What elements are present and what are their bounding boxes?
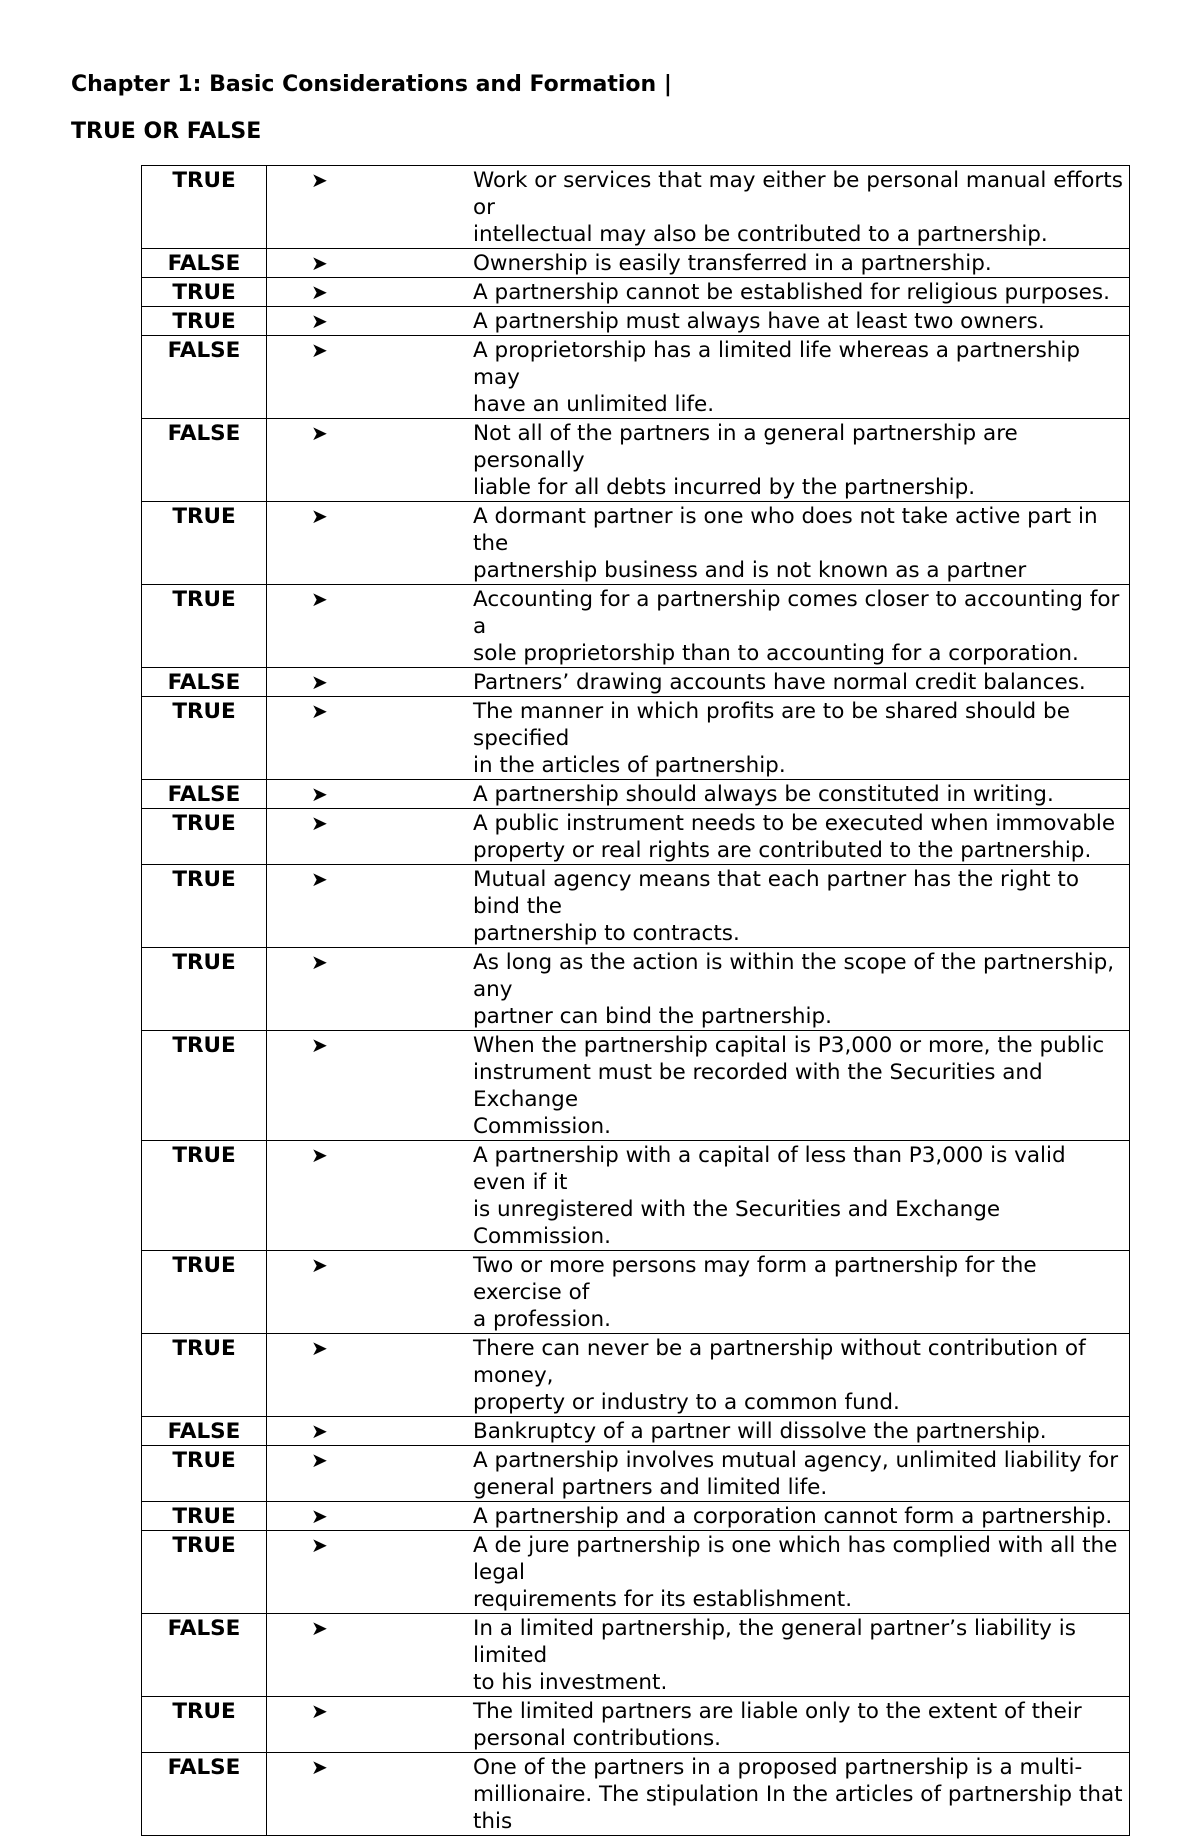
statement-cell [267, 307, 1130, 336]
arrowhead-bullet-icon: ➤ [311, 950, 328, 974]
statement-cell [267, 1502, 1130, 1531]
statement-cell [267, 1141, 1130, 1251]
arrowhead-bullet-icon: ➤ [311, 1448, 328, 1472]
arrowhead-bullet-icon: ➤ [311, 168, 328, 192]
chapter-title: Chapter 1: Basic Considerations and Formation | [71, 72, 672, 97]
answer-cell: TRUE [142, 948, 267, 1031]
statement-cell [267, 278, 1130, 307]
answer-cell: TRUE [142, 502, 267, 585]
arrowhead-bullet-icon: ➤ [311, 251, 328, 275]
arrowhead-bullet-icon: ➤ [311, 504, 328, 528]
answer-cell: FALSE [142, 1614, 267, 1697]
statement-text: In a limited partnership, the general partner’s liability is limited to his investment. [473, 1616, 1076, 1695]
answer-cell: FALSE [142, 668, 267, 697]
table-row [142, 865, 1130, 948]
statement-cell [267, 1531, 1130, 1614]
statement-cell [267, 780, 1130, 809]
answer-cell: TRUE [142, 166, 267, 249]
answer-cell: FALSE [142, 780, 267, 809]
statement-text: There can never be a partnership without contribution of money, property or industry to a common fund. [473, 1336, 1086, 1415]
answer-cell: FALSE [142, 419, 267, 502]
arrowhead-bullet-icon: ➤ [311, 699, 328, 723]
true-false-table-body [142, 166, 1130, 1836]
statement-text: A partnership and a corporation cannot form a partnership. [473, 1504, 1113, 1529]
table-row [142, 1251, 1130, 1334]
table-row [142, 780, 1130, 809]
arrowhead-bullet-icon: ➤ [311, 1699, 328, 1723]
answer-cell: TRUE [142, 809, 267, 865]
statement-text: A partnership cannot be established for religious purposes. [473, 280, 1110, 305]
statement-cell [267, 1417, 1130, 1446]
table-row [142, 166, 1130, 249]
arrowhead-bullet-icon: ➤ [311, 811, 328, 835]
statement-cell [267, 502, 1130, 585]
statement-text: A proprietorship has a limited life whereas a partnership may have an unlimited life. [473, 338, 1081, 417]
statement-text: Two or more persons may form a partnership for the exercise of a profession. [473, 1253, 1037, 1332]
table-row [142, 249, 1130, 278]
arrowhead-bullet-icon: ➤ [311, 1033, 328, 1057]
statement-text: A public instrument needs to be executed when immovable property or real rights are contributed to the partnership. [473, 811, 1116, 863]
section-title: TRUE OR FALSE [71, 119, 262, 144]
table-row [142, 1531, 1130, 1614]
table-row [142, 1417, 1130, 1446]
answer-cell: TRUE [142, 865, 267, 948]
statement-text: The manner in which profits are to be shared should be specified in the articles of partnership. [473, 699, 1070, 778]
answer-cell: TRUE [142, 1031, 267, 1141]
arrowhead-bullet-icon: ➤ [311, 1419, 328, 1443]
statement-text: A de jure partnership is one which has complied with all the legal requirements for its establishment. [473, 1533, 1118, 1612]
arrowhead-bullet-icon: ➤ [311, 1336, 328, 1360]
arrowhead-bullet-icon: ➤ [311, 1755, 328, 1779]
arrowhead-bullet-icon: ➤ [311, 421, 328, 445]
statement-cell [267, 1446, 1130, 1502]
statement-cell [267, 1753, 1130, 1836]
table-row [142, 336, 1130, 419]
statement-cell [267, 1251, 1130, 1334]
answer-cell: TRUE [142, 1531, 267, 1614]
statement-cell [267, 336, 1130, 419]
answer-cell: TRUE [142, 697, 267, 780]
answer-cell: TRUE [142, 1334, 267, 1417]
arrowhead-bullet-icon: ➤ [311, 1253, 328, 1277]
statement-text: A partnership must always have at least two owners. [473, 309, 1045, 334]
statement-cell [267, 249, 1130, 278]
arrowhead-bullet-icon: ➤ [311, 587, 328, 611]
statement-cell [267, 668, 1130, 697]
arrowhead-bullet-icon: ➤ [311, 1504, 328, 1528]
arrowhead-bullet-icon: ➤ [311, 670, 328, 694]
answer-cell: TRUE [142, 1446, 267, 1502]
statement-cell [267, 1697, 1130, 1753]
table-row [142, 1334, 1130, 1417]
table-row [142, 948, 1130, 1031]
statement-text: Mutual agency means that each partner has the right to bind the partnership to contracts. [473, 867, 1079, 946]
arrowhead-bullet-icon: ➤ [311, 867, 328, 891]
statement-cell [267, 1031, 1130, 1141]
statement-text: Not all of the partners in a general partnership are personally liable for all debts incurred by the partnership. [473, 421, 1018, 500]
table-row [142, 1753, 1130, 1836]
table-row [142, 1614, 1130, 1697]
arrowhead-bullet-icon: ➤ [311, 1533, 328, 1557]
table-row [142, 307, 1130, 336]
answer-cell: TRUE [142, 307, 267, 336]
statement-cell [267, 1614, 1130, 1697]
statement-text: A partnership involves mutual agency, unlimited liability for general partners and limited life. [473, 1448, 1119, 1500]
answer-cell: FALSE [142, 1417, 267, 1446]
answer-cell: TRUE [142, 1251, 267, 1334]
table-row [142, 278, 1130, 307]
table-row [142, 1446, 1130, 1502]
answer-cell: TRUE [142, 585, 267, 668]
arrowhead-bullet-icon: ➤ [311, 1616, 328, 1640]
statement-cell [267, 1334, 1130, 1417]
arrowhead-bullet-icon: ➤ [311, 309, 328, 333]
arrowhead-bullet-icon: ➤ [311, 782, 328, 806]
statement-text: A partnership with a capital of less than P3,000 is valid even if it is unregistered with the Securities and Exchange Commission. [473, 1143, 1066, 1249]
arrowhead-bullet-icon: ➤ [311, 280, 328, 304]
table-row [142, 1697, 1130, 1753]
statement-cell [267, 585, 1130, 668]
answer-cell: FALSE [142, 249, 267, 278]
table-row [142, 809, 1130, 865]
table-row [142, 668, 1130, 697]
table-row [142, 1141, 1130, 1251]
statement-cell [267, 697, 1130, 780]
statement-cell [267, 948, 1130, 1031]
statement-text: When the partnership capital is P3,000 or more, the public instrument must be recorded with the Securities and Exchange Commission. [473, 1033, 1105, 1139]
table-row [142, 585, 1130, 668]
statement-text: Work or services that may either be personal manual efforts or intellectual may also be contributed to a partnership. [473, 168, 1123, 247]
statement-text: Ownership is easily transferred in a partnership. [473, 251, 992, 276]
answer-cell: TRUE [142, 278, 267, 307]
statement-cell [267, 865, 1130, 948]
answer-cell: TRUE [142, 1697, 267, 1753]
table-row [142, 1502, 1130, 1531]
statement-text: As long as the action is within the scope of the partnership, any partner can bind the partnership. [473, 950, 1115, 1029]
answer-cell: FALSE [142, 336, 267, 419]
answer-cell: TRUE [142, 1141, 267, 1251]
table-row [142, 697, 1130, 780]
statement-text: Partners’ drawing accounts have normal credit balances. [473, 670, 1086, 695]
table-row [142, 502, 1130, 585]
answer-cell: FALSE [142, 1753, 267, 1836]
arrowhead-bullet-icon: ➤ [311, 338, 328, 362]
table-row [142, 419, 1130, 502]
statement-cell [267, 419, 1130, 502]
statement-text: A dormant partner is one who does not take active part in the partnership business and is not known as a partner [473, 504, 1098, 583]
statement-cell [267, 166, 1130, 249]
statement-text: One of the partners in a proposed partnership is a multi- millionaire. The stipulation In the articles of partnership that this [473, 1755, 1123, 1834]
statement-cell [267, 809, 1130, 865]
statement-text: Bankruptcy of a partner will dissolve the partnership. [473, 1419, 1047, 1444]
answer-cell: TRUE [142, 1502, 267, 1531]
statement-text: Accounting for a partnership comes closer to accounting for a sole proprietorship than to accounting for a corporation. [473, 587, 1120, 666]
arrowhead-bullet-icon: ➤ [311, 1143, 328, 1167]
table-row [142, 1031, 1130, 1141]
statement-text: A partnership should always be constituted in writing. [473, 782, 1054, 807]
true-false-table [141, 165, 1130, 1836]
statement-text: The limited partners are liable only to the extent of their personal contributions. [473, 1699, 1082, 1751]
